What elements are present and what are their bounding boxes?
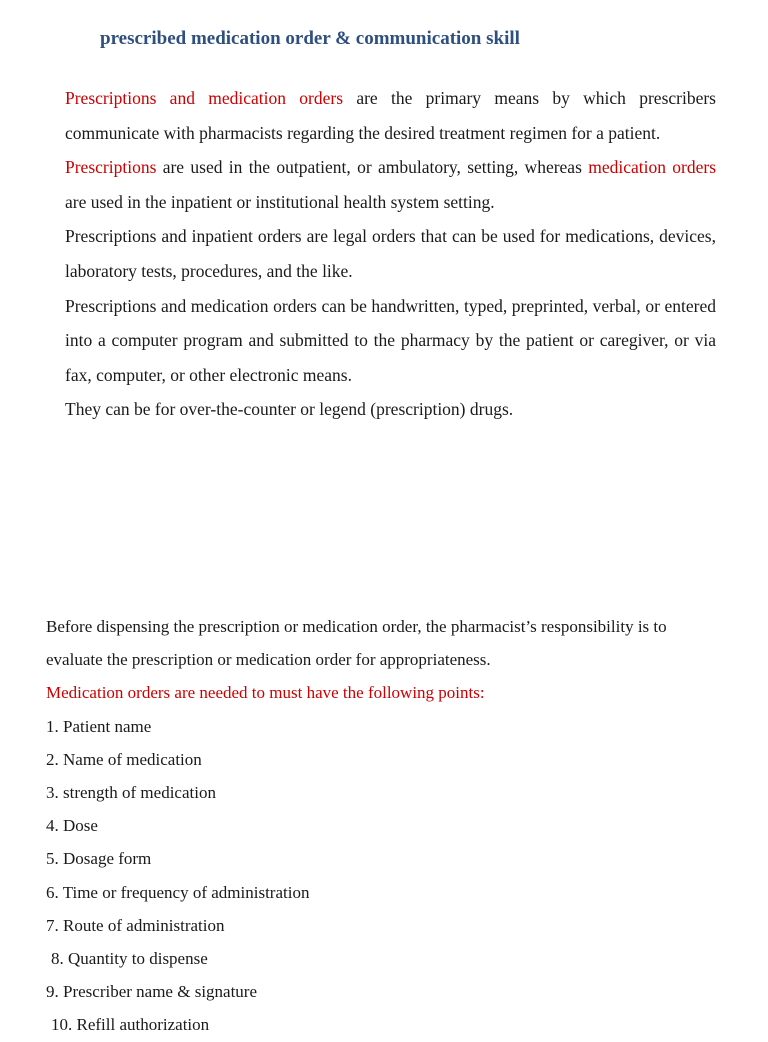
highlight-text: Prescriptions and medication orders bbox=[65, 88, 344, 108]
paragraph-text: are used in the outpatient, or ambulatory, setting, whereas bbox=[156, 157, 589, 178]
list-item: 1. Patient name bbox=[46, 716, 152, 736]
highlight-text: medication orders bbox=[588, 157, 717, 178]
intro-paragraph-3: Prescriptions and inpatient orders are legal orders that can be used for medications, devices, laboratory tests, procedures, and the like. bbox=[65, 226, 716, 281]
requirements-heading: Medication orders are needed to must have the following points: bbox=[46, 683, 485, 703]
requirements-section bbox=[46, 610, 718, 1042]
list-item: 3. strength of medication bbox=[46, 783, 216, 803]
paragraph-text: are used in the inpatient or institutional health system setting. bbox=[65, 191, 495, 212]
list-item: 6. Time or frequency of administration bbox=[46, 882, 310, 902]
list-item: 5. Dosage form bbox=[46, 849, 152, 869]
intro-paragraph-5: They can be for over-the-counter or legend (prescription) drugs. bbox=[65, 399, 514, 420]
list-item: 4. Dose bbox=[46, 816, 98, 836]
intro-paragraph-4: Prescriptions and medication orders can be handwritten, typed, preprinted, verbal, or entered into a computer program and submitted to the pharmacy by the patient or caregiver, or via fax, computer, or other electronic means. bbox=[65, 295, 716, 385]
list-item: 2. Name of medication bbox=[46, 749, 202, 769]
list-item: 9. Prescriber name & signature bbox=[46, 982, 258, 1002]
paragraph-text: are the primary means by which prescribers communicate with pharmacists regarding the desired treatment regimen for a patient. bbox=[65, 88, 716, 143]
requirements-intro: Before dispensing the prescription or medication order, the pharmacist’s responsibility is to evaluate the prescription or medication order for appropriateness. bbox=[46, 617, 667, 670]
highlight-text: Prescriptions bbox=[65, 157, 157, 178]
list-item: 7. Route of administration bbox=[46, 915, 225, 935]
list-item: 10. Refill authorization bbox=[51, 1015, 210, 1035]
list-item: 8. Quantity to dispense bbox=[51, 949, 208, 969]
intro-paragraph-2 bbox=[65, 150, 716, 219]
intro-paragraph-1 bbox=[65, 81, 716, 150]
document-title: prescribed medication order & communication skill bbox=[100, 28, 520, 49]
intro-section bbox=[65, 81, 716, 427]
